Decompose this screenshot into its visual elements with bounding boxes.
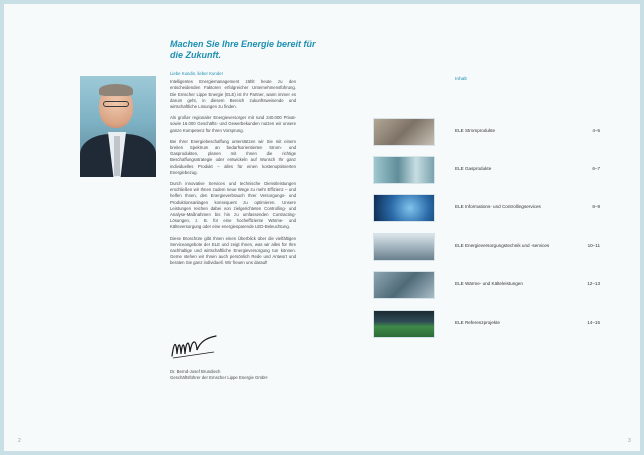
toc-row-energieversorgungstechnik[interactable] (374, 234, 600, 260)
toc-label: ELE Referenzprojekte (455, 320, 500, 325)
toc-page-number: 4–5 (592, 128, 600, 133)
toc-row-informationsservices[interactable] (374, 195, 600, 221)
paragraph: Bei Ihrer Energiebeschaffung unterstützen wir Sie mit einem breiten Spektrum an bedarfsorientierten Strom- und Gasprodukten, planen mit Ihnen die richtige Beschaffungsstrategie oder entwickeln auf Wunsch Ihr ganz individuelles Produkt – alles für einen kostenoptimierten Energiebezug. (170, 138, 296, 175)
toc-heading: Inhalt (455, 77, 467, 82)
toc-thumbnail (374, 119, 434, 145)
signature (170, 332, 220, 362)
paragraph: Intelligentes Energiemanagement zählt heute zu den entscheidenden Faktoren erfolgreicher Unternehmensführung. Die Emscher Lippe Energie (ELE) ist Ihr Partner, wann immer es darum geht, in diesem Bereich zukunftsweisende und wirtschaftliche Lösungen zu finden. (170, 79, 296, 110)
paragraph: Als großer regionaler Energieversorger mit rund 240.000 Privat- sowie 16.000 Geschäfts- und Gewerbekunden nutzen wir unsere ganze Kompetenz für Ihren Vorsprung. (170, 115, 296, 133)
signatory-name: Dr. Bernd-Josef Brundiech (170, 369, 221, 374)
toc-page-number: 14–15 (587, 320, 600, 325)
toc-label: ELE Gasprodukte (455, 166, 492, 171)
toc-row-stromprodukte[interactable] (374, 119, 600, 145)
letter-body (170, 71, 296, 272)
greeting: Liebe Kundin, lieber Kunde! (170, 71, 223, 76)
page-background (4, 4, 640, 451)
toc-label: ELE Wärme- und Kälteleistungen (455, 281, 523, 286)
toc-page-number: 6–7 (592, 166, 600, 171)
toc-thumbnail (374, 195, 434, 221)
toc-page-number: 12–13 (587, 281, 600, 286)
toc-row-waerme-kaelte[interactable] (374, 272, 600, 298)
toc-thumbnail (374, 272, 434, 298)
toc-thumbnail (374, 311, 434, 337)
page-number-right: 3 (628, 438, 631, 444)
paragraph: Durch innovative Services und technische Dienstleistungen erschließen wir Ihnen zudem neue Wege zu mehr Effizienz – und helfen Ihnen, den Energieverbrauch Ihrer Versorgungs- und Produktionsanlagen konsequent zu optimieren. Unsere Leistungen reichen dabei von zielgerichteten Controlling- und Analyse-Maßnahmen bis hin zu umfassenden Contracting-Lösungen, z. B. für eine hocheffiziente Wärme- und Kälteversorgung oder eine energiesparende LED-Beleuchtung. (170, 181, 296, 230)
toc-label: ELE Stromprodukte (455, 128, 496, 133)
headline: Machen Sie Ihre Energie bereit für die Zukunft. (170, 39, 316, 60)
toc-thumbnail (374, 234, 434, 260)
toc-thumbnail (374, 157, 434, 183)
toc-page-number: 10–11 (587, 243, 600, 248)
paragraph: Diese Broschüre gibt Ihnen einen Überblick über die vielfältigen Serviceangebote der ELE und zeigt Ihnen, was wir alles für Ihre nachhaltige und wirtschaftliche Energieversorgung tun können. Gerne stehen wir Ihnen auch persönlich Rede und Antwort und beraten Sie ganz individuell. Wir freuen uns darauf! (170, 235, 296, 266)
toc-label: ELE Energieversorgungstechnik und -services (455, 243, 550, 248)
signatory-title: Geschäftsführer der Emscher Lippe Energie GmbH (170, 375, 268, 381)
toc-row-gasprodukte[interactable] (374, 157, 600, 183)
toc-label: ELE Informations- und Controllingservices (455, 204, 541, 209)
portrait-photo (80, 76, 156, 177)
toc-row-referenzprojekte[interactable] (374, 311, 600, 337)
page-number-left: 2 (18, 438, 21, 444)
signatory-block (170, 369, 310, 381)
toc-page-number: 8–9 (592, 204, 600, 209)
